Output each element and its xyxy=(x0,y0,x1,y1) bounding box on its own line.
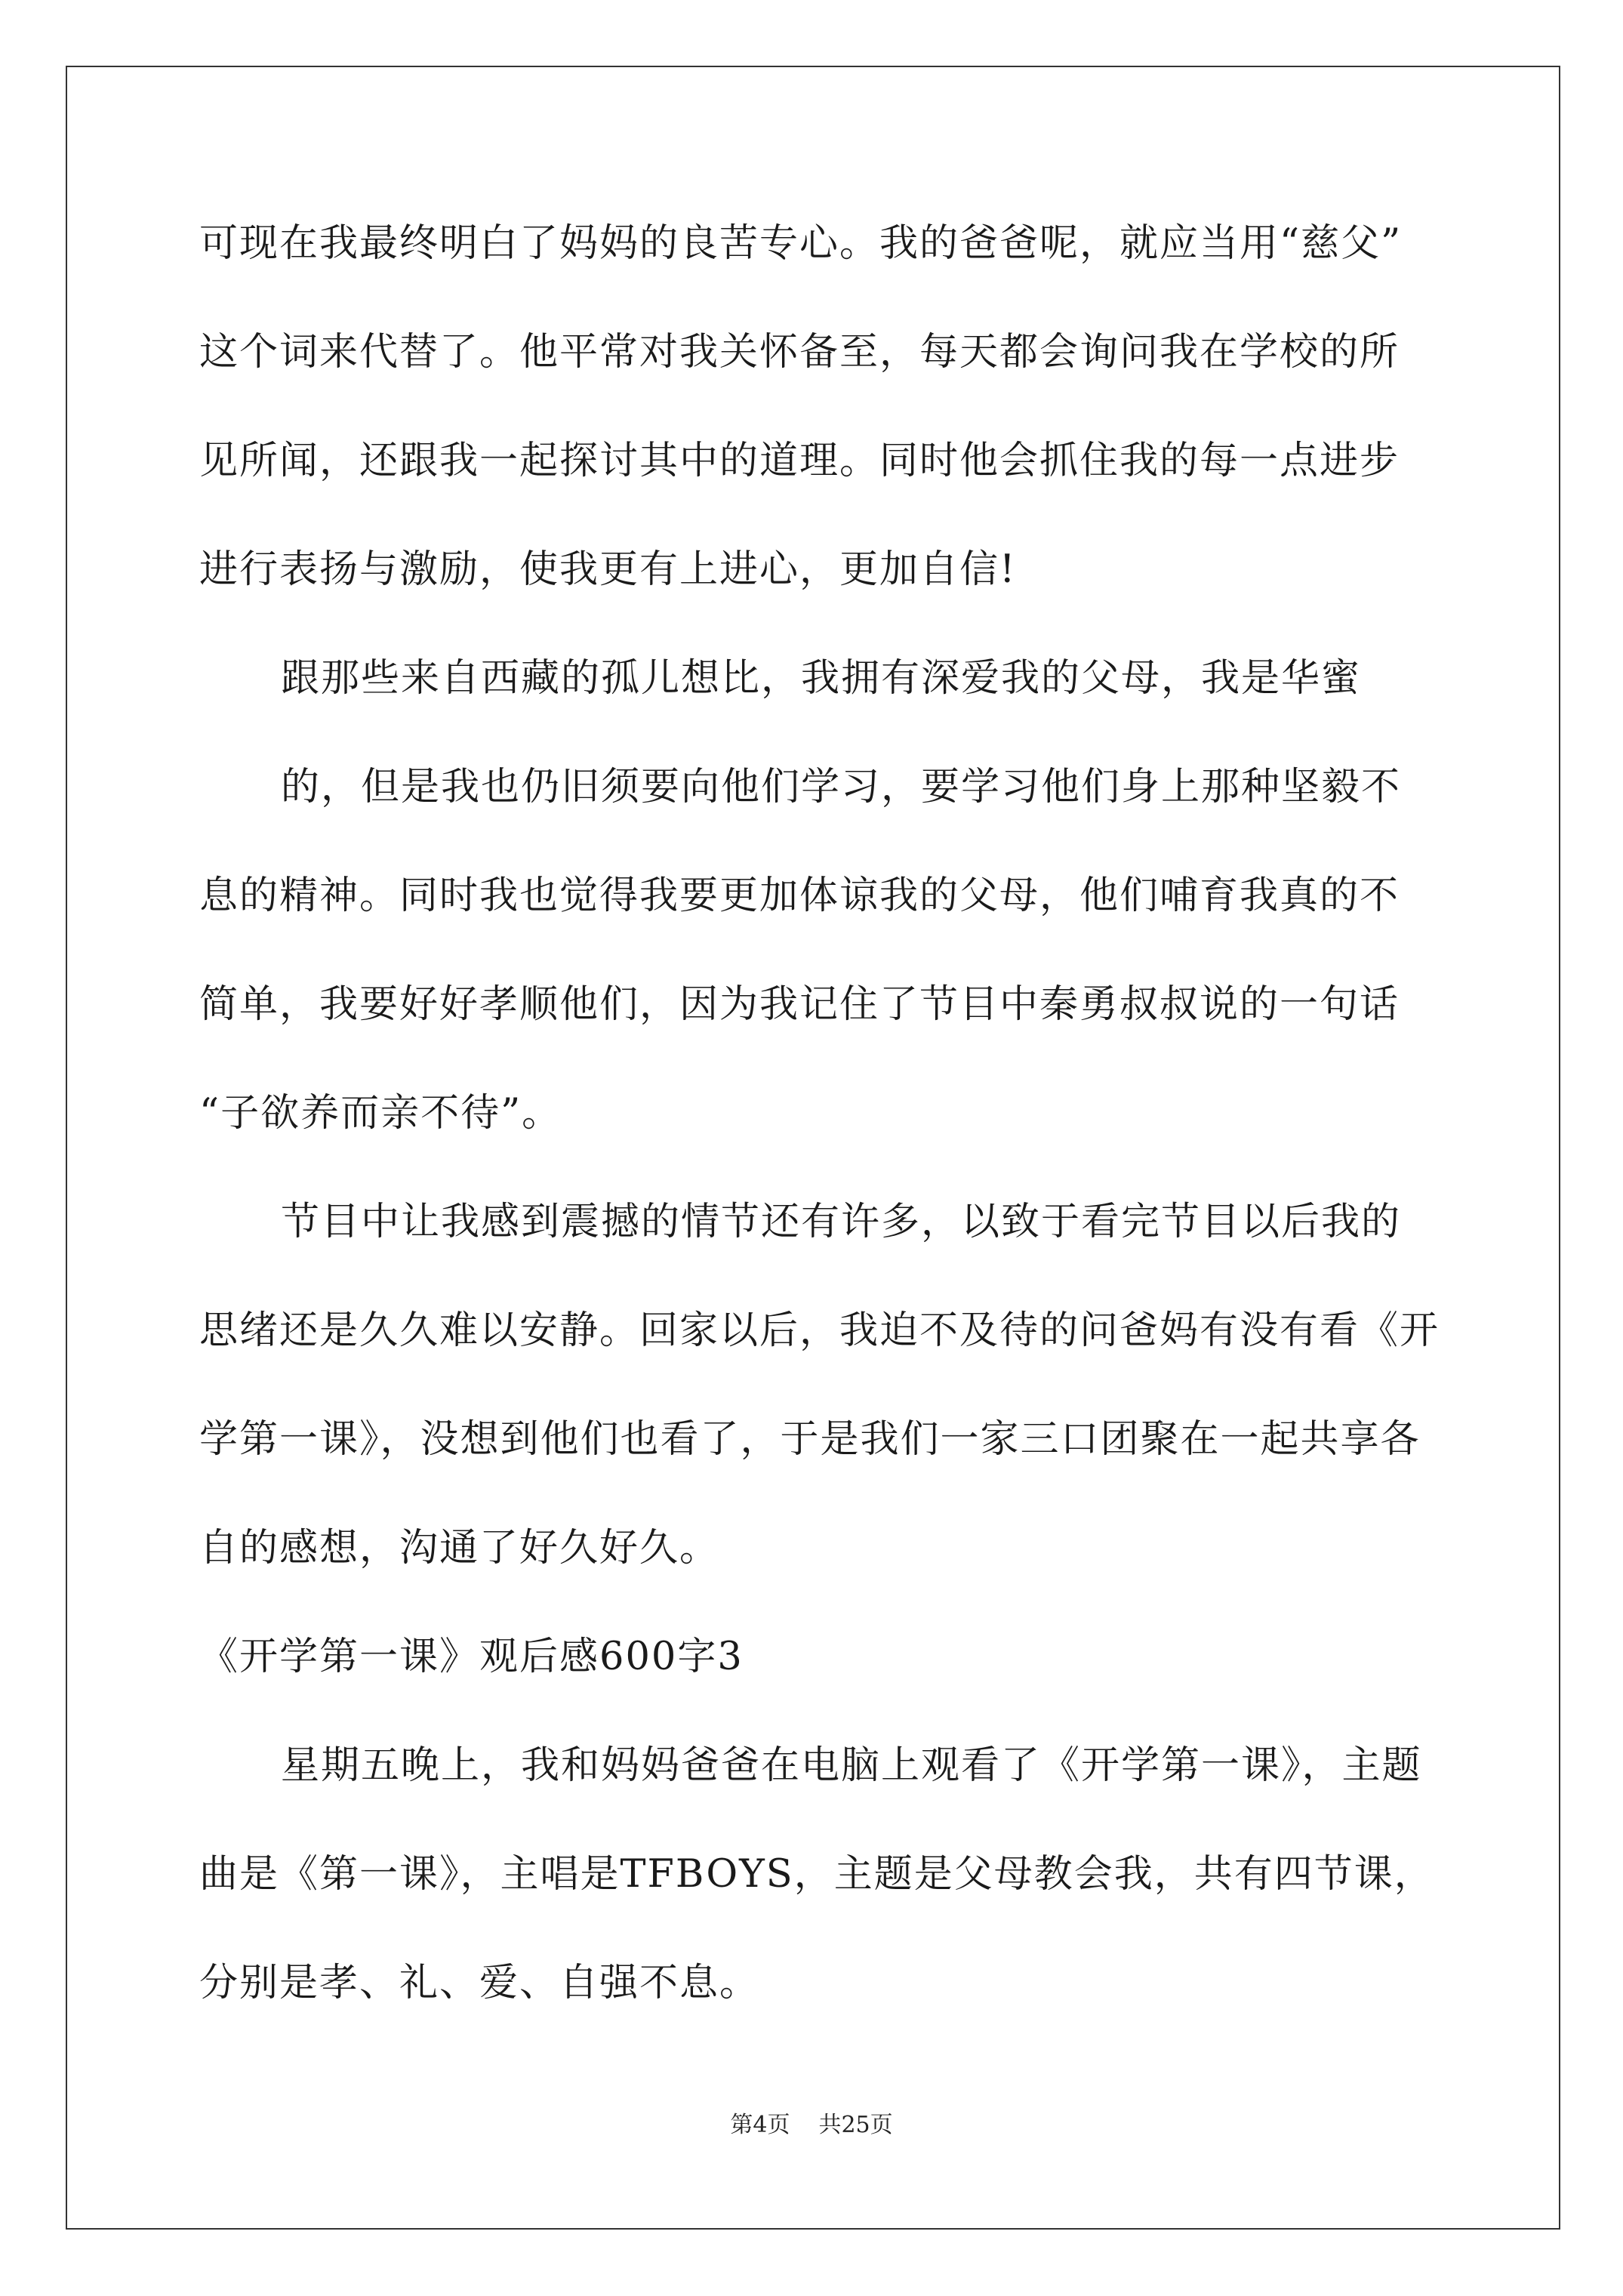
body-line-1: 可现在我最终明白了妈妈的良苦专心。我的爸爸呢，就应当用“慈父” xyxy=(199,221,1403,266)
body-line-17: 分别是孝、礼、爱、自强不息。 xyxy=(199,1961,760,2005)
body-line-5: 跟那些来自西藏的孤儿想比，我拥有深爱我的父母，我是华蜜 xyxy=(281,656,1362,701)
section-heading: 《开学第一课》观后感600字3 xyxy=(199,1635,744,1679)
body-line-8: 简单，我要好好孝顺他们，因为我记住了节目中秦勇叔叔说的一句话 xyxy=(199,982,1400,1027)
body-line-12: 学第一课》，没想到他们也看了，于是我们一家三口团聚在一起共享各 xyxy=(199,1417,1421,1462)
body-line-10: 节目中让我感到震撼的情节还有许多，以致于看完节目以后我的 xyxy=(281,1200,1402,1244)
body-line-16: 曲是《第一课》，主唱是TFBOYS，主题是父母教会我，共有四节课， xyxy=(199,1852,1434,1897)
page-footer xyxy=(0,2114,1623,2137)
body-line-4: 进行表扬与激励，使我更有上进心，更加自信! xyxy=(199,547,1017,592)
body-line-11: 思绪还是久久难以安静。回家以后，我迫不及待的问爸妈有没有看《开 xyxy=(199,1308,1440,1353)
page-border xyxy=(66,66,1560,2230)
page-total: 共25页 xyxy=(818,2112,893,2138)
body-line-7: 息的精神。同时我也觉得我要更加体谅我的父母，他们哺育我真的不 xyxy=(199,874,1400,918)
body-line-13: 自的感想，沟通了好久好久。 xyxy=(199,1526,720,1570)
body-line-6: 的，但是我也仍旧须要向他们学习，要学习他们身上那种坚毅不 xyxy=(281,765,1402,809)
body-line-9: “子欲养而亲不待”。 xyxy=(199,1091,562,1136)
body-line-2: 这个词来代替了。他平常对我关怀备至，每天都会询问我在学校的所 xyxy=(199,330,1400,374)
body-line-15: 星期五晚上，我和妈妈爸爸在电脑上观看了《开学第一课》，主题 xyxy=(281,1743,1422,1788)
body-line-3: 见所闻，还跟我一起探讨其中的道理。同时他会抓住我的每一点进步 xyxy=(199,439,1400,483)
page-number: 第4页 xyxy=(730,2112,790,2138)
